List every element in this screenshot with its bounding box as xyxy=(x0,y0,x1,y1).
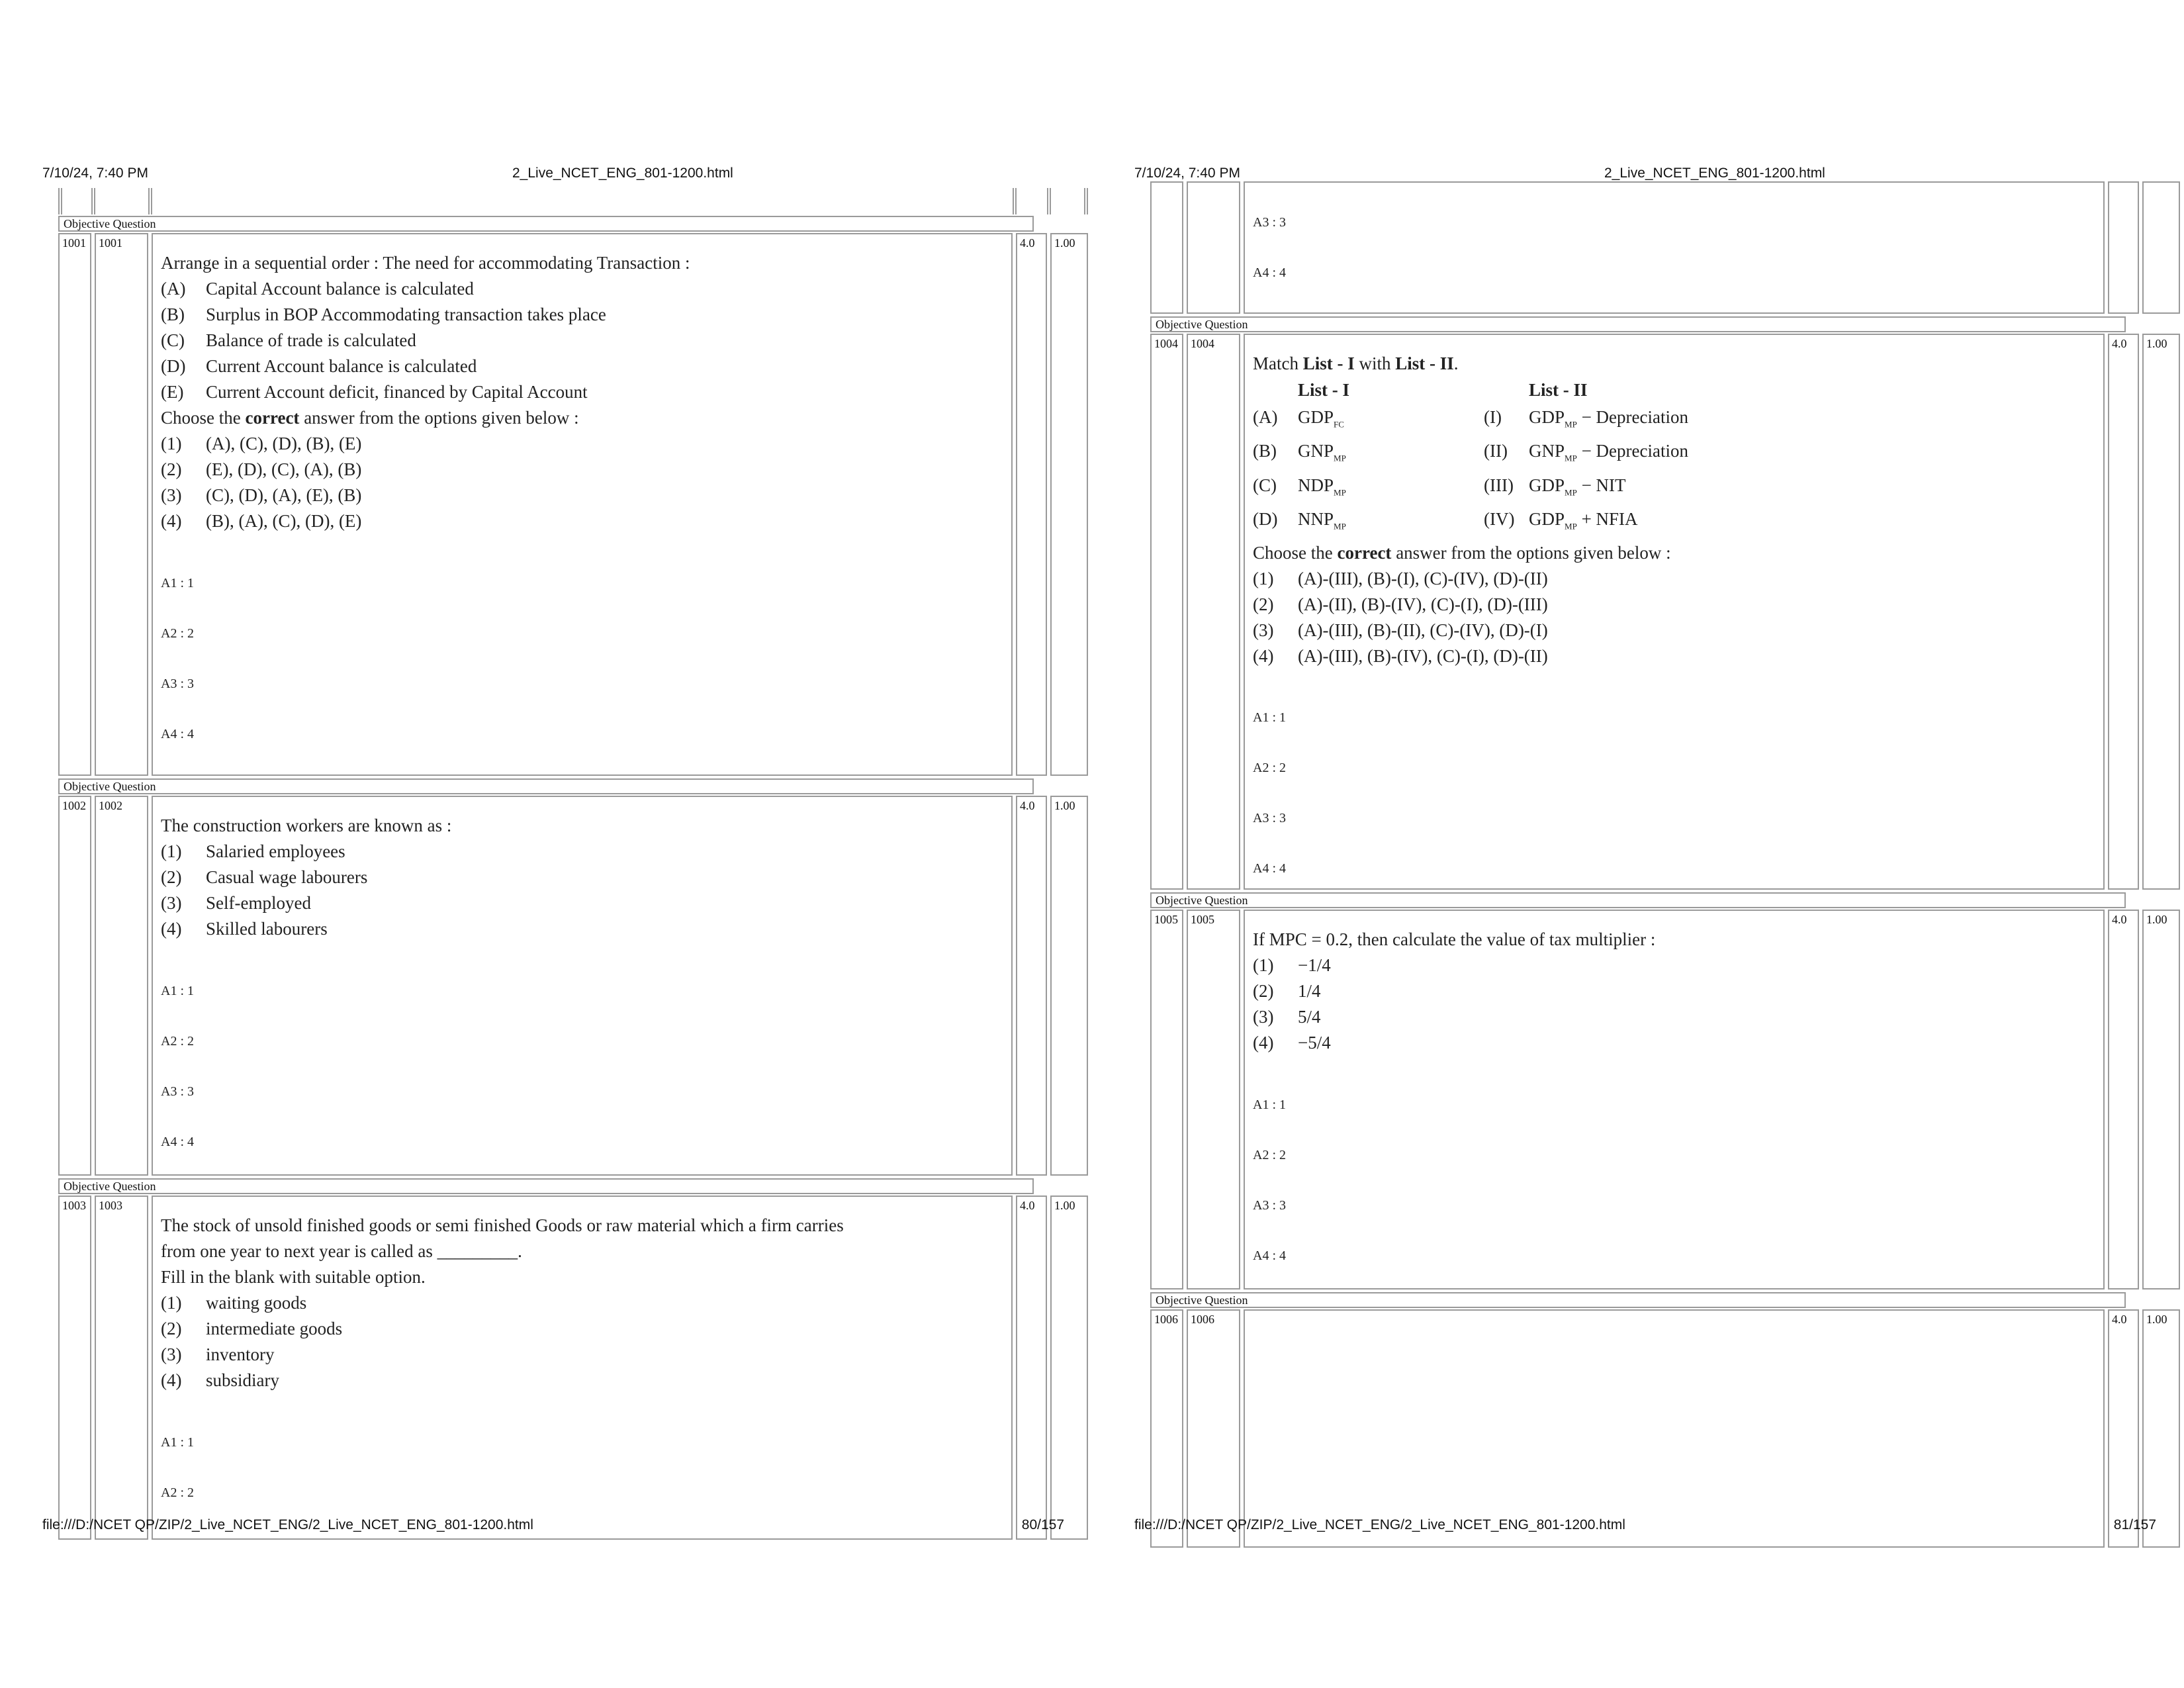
answer-option: (A)-(III), (B)-(IV), (C)-(I), (D)-(II) xyxy=(1298,645,1548,666)
answer-option: −5/4 xyxy=(1298,1033,1331,1053)
list-item: Surplus in BOP Accommodating transaction takes place xyxy=(206,305,606,324)
question-stem: Arrange in a sequential order : The need for accommodating Transaction : xyxy=(161,253,690,273)
answer-option: Casual wage labourers xyxy=(206,867,368,887)
answer-option: (A)-(II), (B)-(IV), (C)-(I), (D)-(III) xyxy=(1298,594,1548,614)
match-table: List - I List - II (A) $GDP_{FC}$ (I) $GDP_{MP}$ − Depreciation (B) $GNP_{MP}$ (II) $GNP_{MP}$ − Depreciation (C) $NDP_{MP}$ (III) $GDP_{MP}$ − NIT (D) $NNP_{MP}$ (IV) $GDP_{MP}$ + NFIA xyxy=(1253,377,2095,540)
question-stem: The construction workers are known as : xyxy=(161,816,452,835)
question-row-1004 xyxy=(1150,334,2167,890)
negative-marks: 1.00 xyxy=(2142,334,2180,890)
answer-key: A3 : 3 xyxy=(1253,811,1286,826)
answer-option: (A)-(III), (B)-(II), (C)-(IV), (D)-(I) xyxy=(1298,620,1548,640)
answer-key: A3 : 3 xyxy=(161,1084,194,1099)
list-2-item: $GDP_{MP}$ − Depreciation xyxy=(1529,407,1688,430)
answer-option: 5/4 xyxy=(1298,1007,1321,1027)
question-row-1005 xyxy=(1150,910,2167,1289)
question-row-1002 xyxy=(58,796,1075,1176)
question-stem: Match List - I with List - II. xyxy=(1253,353,1459,373)
answer-option: (C), (D), (A), (E), (B) xyxy=(206,485,362,505)
print-file-path: file:///D:/NCET QP/ZIP/2_Live_NCET_ENG/2_Live_NCET_ENG_801-1200.html xyxy=(1134,1517,1625,1532)
list-1-item: $GNP_{MP}$ xyxy=(1298,441,1346,463)
right-page xyxy=(1092,0,2184,1688)
question-number: 1001 xyxy=(58,233,91,776)
section-label: Objective Question xyxy=(1150,1292,2126,1308)
answer-option: (A)-(III), (B)-(I), (C)-(IV), (D)-(II) xyxy=(1298,568,1548,588)
question-content: Match List - I with List - II. List - I List - II (A) $GDP_{FC}$ (I) $GDP_{MP}$ − Depreciation (B) $GNP_{MP}$ (II) $GNP_{MP}$ − Depreciation (C) $NDP_{MP}$ (III) $GDP_{MP}$ − NIT (D) $NNP_{MP}$ (IV) $GDP_{MP}$ + NFIA Choose the correct answer from the options given below : (1) (A)-(III), (B)-(I), (C)-(IV), (D)-(II) (2) (A)-(II), (B)-(IV), (C)-(I), (D)-(III) (3) (A)-(III), (B)-(II), (C)-(IV), (D)-(I) (4) (A)-(III), (B)-(IV), (C)-(I), (D)-(II) A1 : 1 A2 : 2 A3 : 3 A4 : 4 xyxy=(1244,334,2105,890)
print-file-path: file:///D:/NCET QP/ZIP/2_Live_NCET_ENG/2_Live_NCET_ENG_801-1200.html xyxy=(42,1517,533,1532)
answer-option: intermediate goods xyxy=(206,1319,343,1338)
marks: 4.0 xyxy=(1016,1196,1047,1540)
answer-option: −1/4 xyxy=(1298,955,1331,975)
marks: 4.0 xyxy=(2108,1309,2139,1548)
answer-key: A1 : 1 xyxy=(161,1434,194,1450)
answer-key: A3 : 3 xyxy=(161,676,194,691)
answer-option: (E), (D), (C), (A), (B) xyxy=(206,459,362,479)
list-item: Balance of trade is calculated xyxy=(206,330,416,350)
question-number: 1005 xyxy=(1150,910,1183,1289)
list-2-item: $GDP_{MP}$ − NIT xyxy=(1529,475,1626,498)
section-label: Objective Question xyxy=(58,216,1034,232)
question-id: 1005 xyxy=(1187,910,1240,1289)
negative-marks: 1.00 xyxy=(1050,233,1088,776)
section-label: Objective Question xyxy=(1150,892,2126,908)
section-label: Objective Question xyxy=(58,778,1034,794)
answer-key: A2 : 2 xyxy=(1253,761,1286,776)
print-doc-title: 2_Live_NCET_ENG_801-1200.html xyxy=(512,165,733,181)
answer-option: Salaried employees xyxy=(206,841,345,861)
choose-instruction: Choose the correct answer from the options given below : xyxy=(1253,542,1671,563)
answer-key: A2 : 2 xyxy=(161,1485,194,1500)
marks: 4.0 xyxy=(2108,910,2139,1289)
list-1-item: $GDP_{FC}$ xyxy=(1298,407,1344,430)
question-number: 1003 xyxy=(58,1196,91,1540)
question-table xyxy=(1150,188,2167,1508)
answer-option: (B), (A), (C), (D), (E) xyxy=(206,511,362,531)
question-content xyxy=(1244,1309,2105,1548)
question-id: 1003 xyxy=(95,1196,148,1540)
answer-key: A2 : 2 xyxy=(161,626,194,641)
question-row-1003-continued xyxy=(1150,181,2126,314)
question-id: 1002 xyxy=(95,796,148,1176)
question-number: 1002 xyxy=(58,796,91,1176)
question-content: If MPC = 0.2, then calculate the value of tax multiplier : (1) −1/4 (2) 1/4 (3) 5/4 (4) −5/4 A1 : 1 A2 : 2 A3 : 3 A4 : 4 xyxy=(1244,910,2105,1289)
print-datetime: 7/10/24, 7:40 PM xyxy=(42,165,148,181)
print-datetime: 7/10/24, 7:40 PM xyxy=(1134,165,1240,181)
list-2-heading: List - II xyxy=(1529,380,1588,400)
question-content: The stock of unsold finished goods or semi finished Goods or raw material which a firm carries from one year to next year is called as _________. Fill in the blank with suitable option. (1) waiting goods (2) intermediate goods (3) inventory (4) subsidiary A1 : 1 A2 : 2 xyxy=(152,1196,1013,1540)
question-id: 1004 xyxy=(1187,334,1240,890)
question-number: 1004 xyxy=(1150,334,1183,890)
answer-option: subsidiary xyxy=(206,1370,279,1390)
list-2-item: $GDP_{MP}$ + NFIA xyxy=(1529,509,1638,532)
answer-key: A3 : 3 xyxy=(1253,214,1286,230)
negative-marks: 1.00 xyxy=(2142,1309,2180,1548)
list-1-item: $NNP_{MP}$ xyxy=(1298,509,1346,532)
table-top-stub xyxy=(58,188,1034,214)
negative-marks: 1.00 xyxy=(1050,796,1088,1176)
marks: 4.0 xyxy=(1016,233,1047,776)
answer-option: Self-employed xyxy=(206,893,311,913)
list-item: Current Account deficit, financed by Capital Account xyxy=(206,382,588,402)
answer-key: A4 : 4 xyxy=(161,726,194,741)
list-1-heading: List - I xyxy=(1298,380,1350,400)
question-stem: The stock of unsold finished goods or semi finished Goods or raw material which a firm carries from one year to next year is called as _________. Fill in the blank with suitable option. xyxy=(161,1215,844,1287)
answer-option: Skilled labourers xyxy=(206,919,328,939)
answer-key: A1 : 1 xyxy=(161,983,194,998)
page-number: 81/157 xyxy=(2113,1517,2156,1532)
question-id: 1006 xyxy=(1187,1309,1240,1548)
question-row-1001 xyxy=(58,233,1075,776)
list-item: Capital Account balance is calculated xyxy=(206,279,474,299)
question-id: 1001 xyxy=(95,233,148,776)
list-2-item: $GNP_{MP}$ − Depreciation xyxy=(1529,441,1688,463)
question-content xyxy=(1244,181,2105,314)
list-1-item: $NDP_{MP}$ xyxy=(1298,475,1346,498)
section-label: Objective Question xyxy=(1150,316,2126,332)
answer-option: inventory xyxy=(206,1344,275,1364)
answer-option: 1/4 xyxy=(1298,981,1321,1001)
answer-key: A2 : 2 xyxy=(1253,1147,1286,1162)
question-number: 1006 xyxy=(1150,1309,1183,1548)
page-number: 80/157 xyxy=(1021,1517,1064,1532)
answer-key: A3 : 3 xyxy=(1253,1197,1286,1213)
answer-key: A4 : 4 xyxy=(161,1134,194,1149)
answer-option: (A), (C), (D), (B), (E) xyxy=(206,434,362,453)
section-label: Objective Question xyxy=(58,1178,1034,1194)
question-content: Arrange in a sequential order : The need for accommodating Transaction : (A) Capital Account balance is calculated (B) Surplus in BOP Accommodating transaction takes place (C) Balance of trade is calculated (D) Current Account balance is calculated (E) Current Account deficit, financed by Capital Account Choose the correct answer from the options given below : (1) (A), (C), (D), (B), (E) (2) (E), (D), (C), (A), (B) (3) (C), (D), (A), (E), (B) (4) (B), (A), (C), (D), (E) A1 : 1 A2 : 2 A3 : 3 A4 : 4 xyxy=(152,233,1013,776)
answer-key: A1 : 1 xyxy=(1253,710,1286,726)
answer-key: A4 : 4 xyxy=(1253,265,1286,280)
marks: 4.0 xyxy=(1016,796,1047,1176)
negative-marks: 1.00 xyxy=(2142,910,2180,1289)
question-table xyxy=(58,188,1075,1508)
answer-key: A4 : 4 xyxy=(1253,861,1286,876)
print-doc-title: 2_Live_NCET_ENG_801-1200.html xyxy=(1604,165,1825,181)
answer-key: A2 : 2 xyxy=(161,1033,194,1049)
answer-option: waiting goods xyxy=(206,1293,307,1313)
question-content: The construction workers are known as : (1) Salaried employees (2) Casual wage labourers (3) Self-employed (4) Skilled labourers A1 : 1 A2 : 2 A3 : 3 A4 : 4 xyxy=(152,796,1013,1176)
list-item: Current Account balance is calculated xyxy=(206,356,477,376)
answer-key: A4 : 4 xyxy=(1253,1248,1286,1263)
marks: 4.0 xyxy=(2108,334,2139,890)
negative-marks: 1.00 xyxy=(1050,1196,1088,1540)
answer-key: A1 : 1 xyxy=(161,575,194,590)
choose-instruction: Choose the correct answer from the options given below : xyxy=(161,408,579,428)
question-stem: If MPC = 0.2, then calculate the value of tax multiplier : xyxy=(1253,929,1656,949)
answer-key: A1 : 1 xyxy=(1253,1097,1286,1112)
